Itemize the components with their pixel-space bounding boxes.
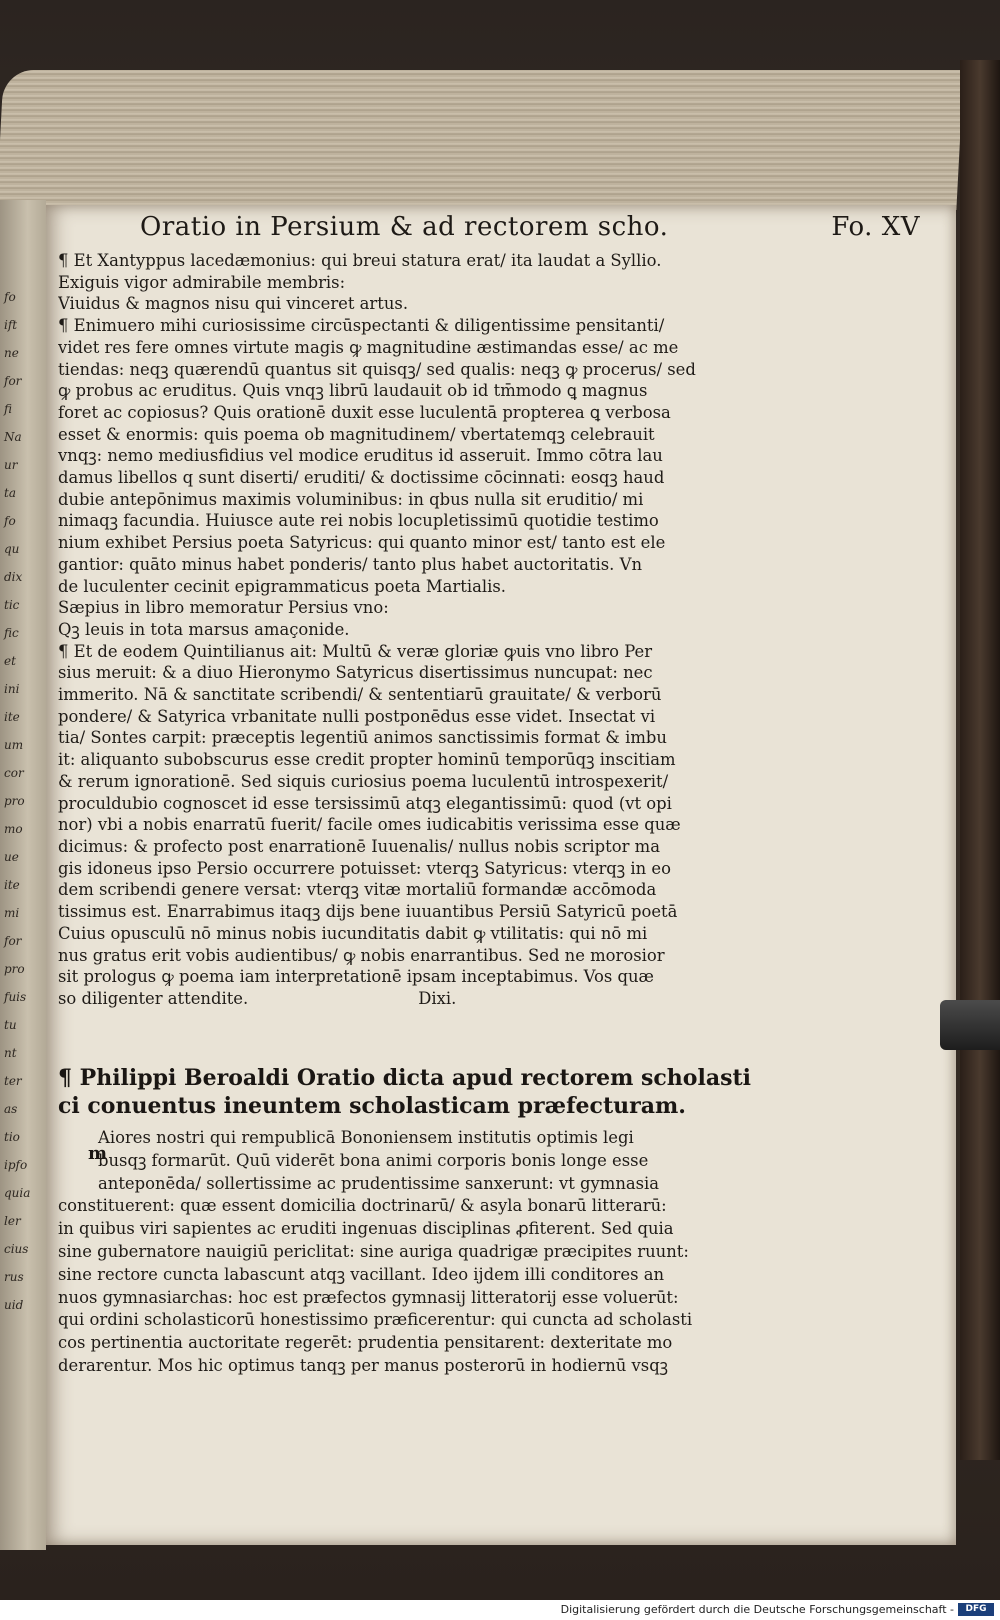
left-page-fragment: dix bbox=[4, 570, 23, 584]
left-page-fragment: pro bbox=[4, 794, 25, 808]
left-page-fragment: for bbox=[4, 374, 22, 388]
left-page-fragment: um bbox=[4, 738, 24, 752]
text-line: proculdubio cognoscet id esse tersissimū atqꝫ elegantissimū: quod (vt opi bbox=[58, 793, 672, 813]
left-page-fragment: fo bbox=[4, 514, 16, 528]
text-line: Cuius opusculū nō minus nobis iucunditatis dabit ꝙ vtilitatis: qui nō mi bbox=[58, 923, 648, 943]
text-line: ¶ Enimuero mihi curiosissime circūspectanti & diligentissime pensitanti/ bbox=[58, 316, 665, 336]
body-text bbox=[58, 250, 780, 1010]
left-page-fragment: quia bbox=[4, 1186, 31, 1200]
left-page-fragment: Na bbox=[4, 430, 22, 444]
text-line: constituerent: quæ essent domicilia doctrinarū/ & asyla bonarū litterarū: bbox=[58, 1196, 667, 1216]
left-page-fragment: for bbox=[4, 934, 22, 948]
text-line: gis idoneus ipso Persio occurrere potuisset: vterqꝫ Satyricus: vterqꝫ in eo bbox=[58, 858, 671, 878]
text-line: esset & enormis: quis poema ob magnitudinem/ vbertatemqꝫ celebrauit bbox=[58, 424, 655, 444]
left-page-fragment: cor bbox=[4, 766, 24, 780]
text-line: & rerum ignorationē. Sed siquis curiosius poema luculentū introspexerit/ bbox=[58, 771, 669, 791]
left-page-fragment: cius bbox=[4, 1242, 29, 1256]
text-line: Exiguis vigor admirabile membris: bbox=[58, 272, 346, 292]
text-line: gantior: quāto minus habet ponderis/ tanto plus habet auctoritatis. Vn bbox=[58, 554, 642, 574]
left-page-fragment: ue bbox=[4, 850, 19, 864]
text-line: dicimus: & profecto post enarrationē Iuuenalis/ nullus nobis scriptor ma bbox=[58, 836, 660, 856]
initial-letter: m bbox=[88, 1143, 108, 1164]
text-line: ¶ Et Xantyppus lacedæmonius: qui breui statura erat/ ita laudat a Syllio. bbox=[58, 251, 662, 270]
left-page-fragment: et bbox=[4, 654, 16, 668]
left-page-fragment: ini bbox=[4, 682, 20, 696]
left-page-fragment: nt bbox=[4, 1046, 17, 1060]
text-line: Qꝫ leuis in tota marsus amaçonide. bbox=[58, 619, 350, 639]
left-page-fragment: fic bbox=[4, 626, 19, 640]
left-page-fragment: ift bbox=[4, 318, 18, 332]
text-line: it: aliquanto subobscurus esse credit propter hominū temporūqꝫ inscitiam bbox=[58, 750, 676, 770]
text-line: Viuidus & magnos nisu qui vinceret artus. bbox=[58, 294, 409, 314]
left-page-fragment: ler bbox=[4, 1214, 21, 1228]
left-page-fragment: ur bbox=[4, 458, 18, 472]
heading-line: ci conuentus ineuntem scholasticam præfecturam. bbox=[58, 1093, 686, 1119]
text-line: ꝙ probus ac eruditus. Quis vnqꝫ librū laudauit ob id tm̄modo ꝗ magnus bbox=[58, 381, 648, 401]
left-page-fragment: ta bbox=[4, 486, 16, 500]
dfg-logo: DFG bbox=[958, 1603, 994, 1616]
text-line: nor) vbi a nobis enarratū fuerit/ facile omes iudicabitis verissima esse quæ bbox=[58, 815, 681, 835]
page-clip bbox=[940, 1000, 1000, 1050]
left-page-fragment: mo bbox=[4, 822, 23, 836]
book-page-edges bbox=[0, 70, 964, 210]
text-line: sine gubernatore nauigiū periclitat: sine auriga quadrigæ præcipites ruunt: bbox=[58, 1241, 689, 1261]
left-page-fragment: fo bbox=[4, 290, 16, 304]
text-line: cos pertinentia auctoritate regerēt: prudentia pensitarent: dexteritate mo bbox=[58, 1333, 673, 1353]
text-line: nuos gymnasiarchas: hoc est præfectos gymnasij litteratorij esse voluerūt: bbox=[58, 1287, 679, 1307]
text-line: derarentur. Mos hic optimus tanqꝫ per manus posterorū in hodiernū vsqꝫ bbox=[58, 1355, 669, 1375]
left-page-fragment: uid bbox=[4, 1298, 24, 1312]
text-line: tia/ Sontes carpit: præceptis legentiū animos sanctissimis format & imbu bbox=[58, 728, 667, 748]
footer-bar bbox=[0, 1600, 1000, 1620]
text-line: tiendas: neqꝫ quærendū quantus sit quisqꝫ/ sed qualis: neqꝫ ꝙ procerus/ sed bbox=[58, 359, 696, 379]
text-line: dem scribendi genere versat: vterqꝫ vitæ mortaliū formandæ accōmoda bbox=[58, 880, 657, 900]
text-line: sit prologus ꝙ poema iam interpretationē ipsam inceptabimus. Vos quæ bbox=[58, 967, 654, 987]
text-line: immerito. Nā & sanctitate scribendi/ & sententiarū grauitate/ & verborū bbox=[58, 685, 662, 705]
footer-credit: Digitalisierung gefördert durch die Deutsche Forschungsgemeinschaft - bbox=[560, 1603, 954, 1616]
left-page-fragment: ipfo bbox=[4, 1158, 28, 1172]
left-page-fragment: fuis bbox=[4, 990, 27, 1004]
text-line: busqꝫ formarūt. Quū viderēt bona animi corporis bonis longe esse bbox=[98, 1150, 649, 1170]
text-line: videt res fere omnes virtute magis ꝙ magnitudine æstimandas esse/ ac me bbox=[58, 337, 679, 357]
left-page-fragment: fi bbox=[4, 402, 13, 416]
text-line: sius meruit: & a diuo Hieronymo Satyricus disertissimus nuncupat: nec bbox=[58, 663, 653, 683]
closing-word: Dixi. bbox=[418, 988, 457, 1008]
text-line: damus libellos q sunt diserti/ eruditi/ & doctissime cōcinnati: eosqꝫ haud bbox=[58, 468, 665, 488]
text-line: nimaqꝫ facundia. Huiusce aute rei nobis locupletissimū quotidie testimo bbox=[58, 511, 659, 531]
second-body-text bbox=[58, 1127, 780, 1378]
text-line: Aiores nostri qui rempublicā Bononiensem institutis optimis legi bbox=[98, 1128, 634, 1147]
folio-number: Fo. XV bbox=[831, 212, 920, 242]
text-line: anteponēda/ sollertissime ac prudentissime sanxerunt: vt gymnasia bbox=[98, 1173, 660, 1193]
book-binding bbox=[960, 60, 1000, 1460]
text-line: so diligenter attendite. Dixi. bbox=[58, 988, 457, 1008]
left-page-fragment: mi bbox=[4, 906, 20, 920]
left-page-fragment: ite bbox=[4, 710, 20, 724]
heading-line: ¶ Philippi Beroaldi Oratio dicta apud rectorem scholasti bbox=[58, 1065, 751, 1091]
text-line: Sæpius in libro memoratur Persius vno: bbox=[58, 598, 389, 618]
left-page-fragment: tio bbox=[4, 1130, 20, 1144]
running-head-title: Oratio in Persium & ad rectorem scho. bbox=[140, 212, 669, 242]
text-line: vnqꝫ: nemo mediusfidius vel modice eruditus id asseruit. Immo cōtra lau bbox=[58, 446, 663, 466]
left-page-fragment: pro bbox=[4, 962, 25, 976]
left-page-fragment: rus bbox=[4, 1270, 24, 1284]
running-head bbox=[140, 212, 920, 242]
text-line: sine rectore cuncta labascunt atqꝫ vacillant. Ideo ijdem illi conditores an bbox=[58, 1264, 665, 1284]
left-page-fragment: tic bbox=[4, 598, 20, 612]
text-line: dubie antepōnimus maximis voluminibus: in qbus nulla sit eruditio/ mi bbox=[58, 489, 644, 509]
text-line: nus gratus erit vobis audientibus/ ꝙ nobis enarrantibus. Sed ne morosior bbox=[58, 945, 665, 965]
text-line: de luculenter cecinit epigrammaticus poeta Martialis. bbox=[58, 576, 506, 596]
left-page-fragment: as bbox=[4, 1102, 18, 1116]
left-page-fragment: ite bbox=[4, 878, 20, 892]
text-line: qui ordini scholasticorū honestissimo præficerentur: qui cuncta ad scholasti bbox=[58, 1310, 693, 1330]
text-line: ¶ Et de eodem Quintilianus ait: Multū & veræ gloriæ ꝙuis vno libro Per bbox=[58, 641, 653, 661]
left-page-fragment: tu bbox=[4, 1018, 17, 1032]
left-page-fragment: ne bbox=[4, 346, 19, 360]
left-page-fragment: ter bbox=[4, 1074, 22, 1088]
left-page-fragment: qu bbox=[4, 542, 20, 556]
text-line: in quibus viri sapientes ac eruditi ingenuas disciplinas ꝓfiterent. Sed quia bbox=[58, 1219, 674, 1239]
text-line: nium exhibet Persius poeta Satyricus: qui quanto minor est/ tanto est ele bbox=[58, 533, 666, 553]
text-line: foret ac copiosus? Quis orationē duxit esse luculentā propterea ꝗ verbosa bbox=[58, 402, 671, 422]
section-heading bbox=[58, 1064, 788, 1120]
left-facing-page bbox=[0, 200, 46, 1550]
text-line: tissimus est. Enarrabimus itaqꝫ dijs bene iuuantibus Persiū Satyricū poetā bbox=[58, 902, 678, 922]
text-line: pondere/ & Satyrica vrbanitate nulli postponēdus esse videt. Insectat vi bbox=[58, 706, 656, 726]
